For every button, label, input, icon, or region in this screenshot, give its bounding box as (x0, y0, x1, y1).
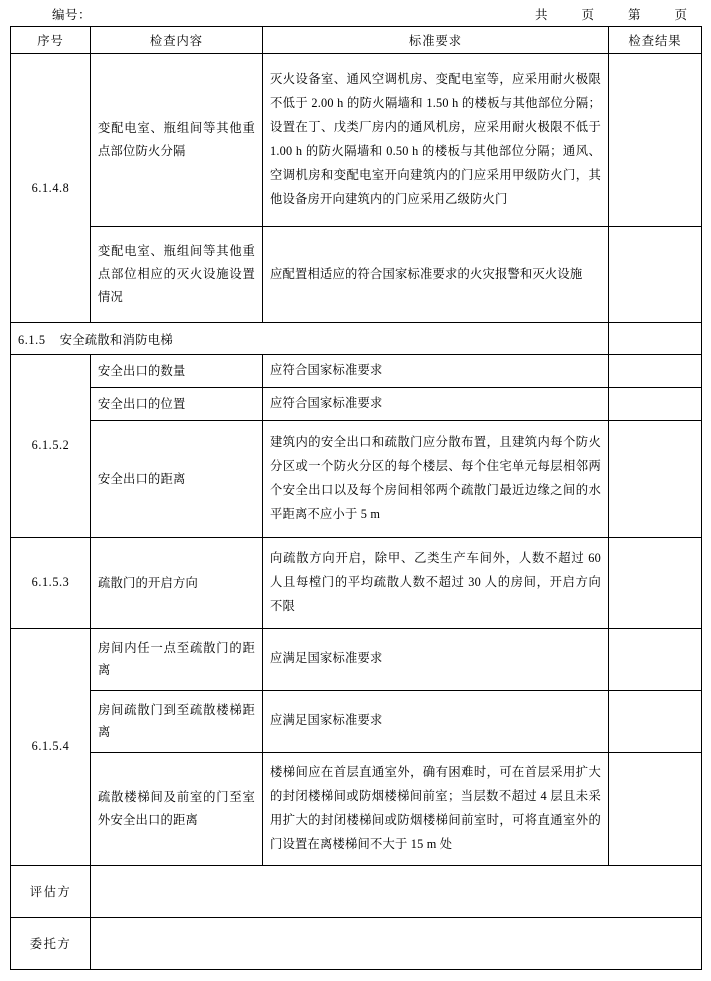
standard-requirement-text: 建筑内的安全出口和疏散门应分散布置，且建筑内每个防火分区或一个防火分区的每个楼层、每个住宅单元每层相邻两个安全出口以及每个房间相邻两个疏散门最近边缘之间的水平距离不应小于 5 m (263, 420, 609, 537)
assessor-signature-field[interactable] (91, 865, 702, 917)
table-row (11, 537, 702, 628)
check-item-label: 安全出口的距离 (91, 420, 263, 537)
signature-row-assessor (11, 865, 702, 917)
page-of-unit-2-label: 页 (674, 7, 687, 22)
column-header-item: 检查内容 (91, 27, 263, 54)
check-result-cell[interactable] (609, 537, 702, 628)
standard-requirement-text: 向疏散方向开启，除甲、乙类生产车间外，人数不超过 60 人且每樘门的平均疏散人数不超过 30 人的房间，开启方向不限 (263, 537, 609, 628)
signature-row-client (11, 917, 702, 969)
clause-number-6-1-5-4: 6.1.5.4 (11, 628, 91, 865)
check-item-label: 疏散楼梯间及前室的门至室外安全出口的距离 (91, 752, 263, 865)
check-result-cell[interactable] (609, 690, 702, 752)
page-of-unit-1-label: 页 (581, 7, 594, 22)
document-number-label: 编号： (52, 7, 92, 22)
section-number: 6.1.5 (18, 332, 46, 347)
client-signature-field[interactable] (91, 917, 702, 969)
assessor-label: 评估方 (11, 865, 91, 917)
clause-number-6-1-4-8: 6.1.4.8 (11, 54, 91, 323)
table-row (11, 420, 702, 537)
section-band-row (11, 323, 702, 355)
section-title: 安全疏散和消防电梯 (59, 332, 173, 347)
check-item-label: 疏散门的开启方向 (91, 537, 263, 628)
table-row (11, 752, 702, 865)
table-row (11, 227, 702, 323)
table-body (11, 54, 702, 970)
table-row (11, 628, 702, 690)
check-item-label: 安全出口的位置 (91, 387, 263, 420)
check-item-label: 房间内任一点至疏散门的距离 (91, 628, 263, 690)
table-header (11, 27, 702, 54)
table-row (11, 355, 702, 388)
standard-requirement-text: 灭火设备室、通风空调机房、变配电室等，应采用耐火极限不低于 2.00 h 的防火隔墙和 1.50 h 的楼板与其他部位分隔；设置在丁、戊类厂房内的通风机房，应采用耐火极限不低于 1.00 h 的防火隔墙和 0.50 h 的楼板与其他部位分隔；通风、空调机房和变配电室开向建筑内的门应采用甲级防火门，其他设备房开向建筑内的门应采用乙级防火门 (263, 54, 609, 227)
check-item-label: 房间疏散门到至疏散楼梯距离 (91, 690, 263, 752)
column-header-no: 序号 (11, 27, 91, 54)
column-header-req: 标准要求 (263, 27, 609, 54)
standard-requirement-text: 应满足国家标准要求 (263, 690, 609, 752)
standard-requirement-text: 应符合国家标准要求 (263, 355, 609, 388)
table-row (11, 54, 702, 227)
table-row (11, 387, 702, 420)
page-of-total-label: 共 (534, 7, 548, 22)
inspection-checklist-table (10, 26, 702, 970)
check-result-cell[interactable] (609, 752, 702, 865)
check-result-cell[interactable] (609, 387, 702, 420)
check-result-cell[interactable] (609, 323, 702, 355)
sheet-header (10, 0, 701, 26)
clause-number-6-1-5-3: 6.1.5.3 (11, 537, 91, 628)
client-label: 委托方 (11, 917, 91, 969)
standard-requirement-text: 楼梯间应在首层直通室外，确有困难时，可在首层采用扩大的封闭楼梯间或防烟楼梯间前室；当层数不超过 4 层且未采用扩大的封闭楼梯间或防烟楼梯间前室时，可将直通室外的门设置在离楼梯间不大于 15 m 处 (263, 752, 609, 865)
table-row (11, 690, 702, 752)
section-band-cell (11, 323, 609, 355)
check-result-cell[interactable] (609, 628, 702, 690)
page-count-group (535, 9, 699, 27)
standard-requirement-text: 应满足国家标准要求 (263, 628, 609, 690)
check-result-cell[interactable] (609, 54, 702, 227)
standard-requirement-text: 应配置相适应的符合国家标准要求的火灾报警和灭火设施 (263, 227, 609, 323)
check-item-label: 安全出口的数量 (91, 355, 263, 388)
column-header-result: 检查结果 (609, 27, 702, 54)
check-item-label: 变配电室、瓶组间等其他重点部位相应的灭火设施设置情况 (91, 227, 263, 323)
check-item-label: 变配电室、瓶组间等其他重点部位防火分隔 (91, 54, 263, 227)
page-of-current-label: 第 (627, 7, 641, 22)
check-result-cell[interactable] (609, 420, 702, 537)
table-header-row (11, 27, 702, 54)
clause-number-6-1-5-2: 6.1.5.2 (11, 355, 91, 538)
standard-requirement-text: 应符合国家标准要求 (263, 387, 609, 420)
check-result-cell[interactable] (609, 227, 702, 323)
check-result-cell[interactable] (609, 355, 702, 388)
